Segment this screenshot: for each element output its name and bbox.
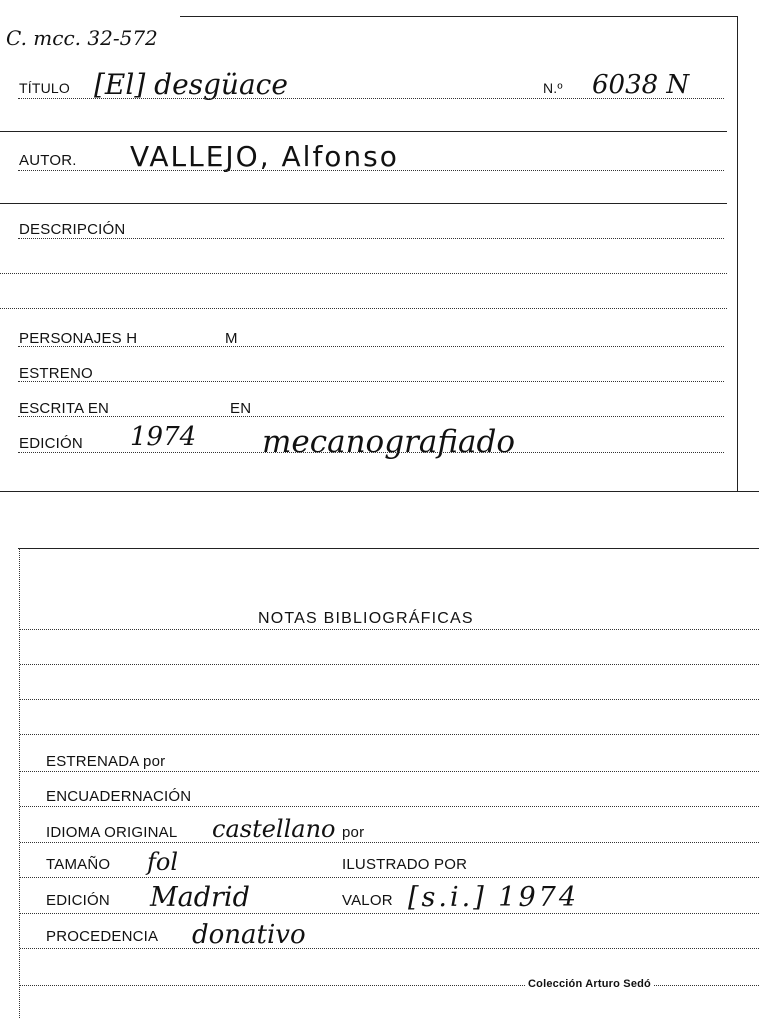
escrita-label: ESCRITA EN bbox=[19, 400, 110, 417]
titulo-label: TÍTULO bbox=[19, 80, 70, 96]
titulo-value: [El] desgüace bbox=[94, 68, 288, 101]
procedencia-label: PROCEDENCIA bbox=[46, 928, 159, 945]
tamano-rule bbox=[20, 877, 759, 878]
edicion2-label: EDICIÓN bbox=[46, 892, 110, 909]
estreno-rule bbox=[18, 381, 724, 382]
ilustrado-label: ILUSTRADO POR bbox=[342, 856, 468, 873]
card2-top-edge bbox=[18, 548, 759, 549]
card-right-edge bbox=[737, 16, 738, 491]
rule-2 bbox=[0, 131, 727, 132]
valor-label: VALOR bbox=[342, 892, 393, 909]
procedencia-value: donativo bbox=[192, 920, 306, 950]
edicion-label: EDICIÓN bbox=[19, 435, 83, 452]
notas-rule-4 bbox=[20, 734, 759, 735]
encuadernacion-label: ENCUADERNACIÓN bbox=[46, 788, 192, 805]
reference-code: C. mcc. 32-572 bbox=[6, 26, 158, 50]
edicion-year: 1974 bbox=[130, 422, 197, 452]
edicion-rule bbox=[18, 452, 724, 453]
idioma-rule bbox=[20, 842, 759, 843]
edicion2-rule bbox=[20, 913, 759, 914]
valor-value: [s.i.] 1974 bbox=[408, 882, 580, 913]
estreno-label: ESTRENO bbox=[19, 365, 93, 382]
personajes-rule bbox=[18, 346, 724, 347]
notas-rule-3 bbox=[20, 699, 759, 700]
descripcion-rule-3 bbox=[0, 308, 727, 309]
numero-value: 6038 N bbox=[592, 70, 690, 100]
descripcion-rule-2 bbox=[0, 273, 727, 274]
tamano-value: fol bbox=[147, 848, 179, 876]
procedencia-rule bbox=[20, 948, 759, 949]
idioma-por-label: por bbox=[342, 824, 365, 841]
titulo-rule bbox=[18, 98, 724, 99]
edicion-value: mecanografiado bbox=[262, 424, 516, 460]
encuadernacion-rule bbox=[20, 806, 759, 807]
escrita-rule bbox=[18, 416, 724, 417]
estrenada-label: ESTRENADA por bbox=[46, 753, 166, 770]
notas-rule-2 bbox=[20, 664, 759, 665]
rule-3 bbox=[0, 203, 727, 204]
notas-rule-1 bbox=[20, 629, 759, 630]
descripcion-label: DESCRIPCIÓN bbox=[19, 221, 126, 238]
idioma-label: IDIOMA ORIGINAL bbox=[46, 824, 178, 841]
notas-heading: NOTAS BIBLIOGRÁFICAS bbox=[258, 610, 474, 627]
numero-label: N.º bbox=[543, 80, 563, 96]
escrita-en-label: EN bbox=[230, 400, 252, 417]
idioma-value: castellano bbox=[212, 815, 336, 843]
card-bottom-edge bbox=[0, 491, 759, 492]
personajes-m-label: M bbox=[225, 330, 238, 347]
tamano-label: TAMAÑO bbox=[46, 856, 111, 873]
collection-footer: Colección Arturo Sedó bbox=[528, 978, 651, 990]
card-top-edge bbox=[180, 16, 738, 17]
autor-rule bbox=[18, 170, 724, 171]
estrenada-rule bbox=[20, 771, 759, 772]
descripcion-rule-1 bbox=[18, 238, 724, 239]
edicion2-value: Madrid bbox=[150, 882, 250, 913]
personajes-h-label: PERSONAJES H bbox=[19, 330, 138, 347]
autor-value: VALLEJO, Alfonso bbox=[130, 140, 399, 173]
autor-label: AUTOR. bbox=[19, 152, 77, 169]
